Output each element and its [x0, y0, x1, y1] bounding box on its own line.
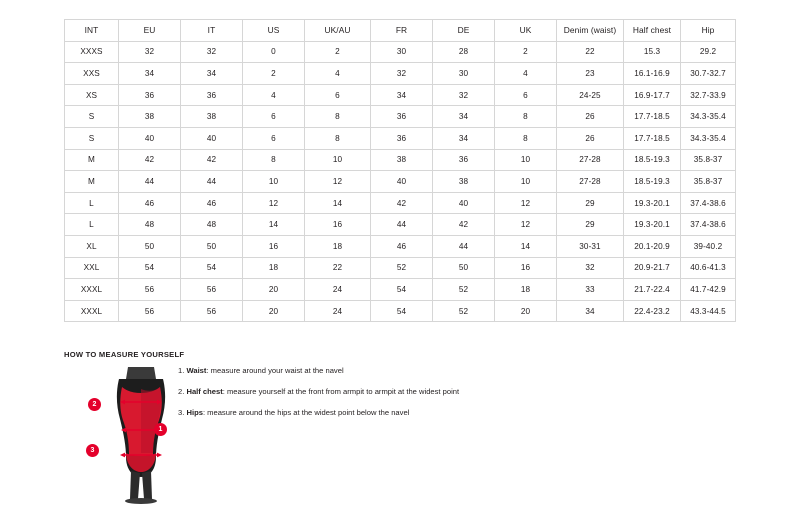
cell-uk: 16 [495, 257, 557, 279]
cell-us: 12 [243, 192, 305, 214]
cell-uk-au: 16 [305, 214, 371, 236]
cell-half-chest: 16.9-17.7 [624, 84, 681, 106]
cell-hip: 34.3-35.4 [681, 127, 736, 149]
cell-de: 36 [433, 149, 495, 171]
size-chart-container [64, 19, 735, 322]
cell-de: 42 [433, 214, 495, 236]
instruction-text: : measure around the hips at the widest point below the navel [202, 408, 410, 418]
cell-de: 52 [433, 279, 495, 301]
column-header-uk-au: UK/AU [305, 20, 371, 42]
cell-uk: 4 [495, 63, 557, 85]
cell-half-chest: 17.7-18.5 [624, 127, 681, 149]
cell-hip: 40.6-41.3 [681, 257, 736, 279]
column-header-uk: UK [495, 20, 557, 42]
cell-us: 16 [243, 235, 305, 257]
cell-eu: 32 [119, 41, 181, 63]
table-row [65, 171, 736, 193]
cell-eu: 50 [119, 235, 181, 257]
cell-uk-au: 12 [305, 171, 371, 193]
cell-us: 14 [243, 214, 305, 236]
cell-uk: 10 [495, 171, 557, 193]
cell-int: XS [65, 84, 119, 106]
cell-hip: 29.2 [681, 41, 736, 63]
cell-denim-waist: 26 [557, 106, 624, 128]
column-header-fr: FR [371, 20, 433, 42]
cell-half-chest: 18.5-19.3 [624, 171, 681, 193]
instruction-text: : measure around your waist at the navel [206, 366, 344, 375]
cell-half-chest: 21.7-22.4 [624, 279, 681, 301]
cell-int: XXXS [65, 41, 119, 63]
cell-it: 46 [181, 192, 243, 214]
cell-it: 50 [181, 235, 243, 257]
table-row [65, 214, 736, 236]
cell-hip: 32.7-33.9 [681, 84, 736, 106]
column-header-hip: Hip [681, 20, 736, 42]
cell-us: 4 [243, 84, 305, 106]
cell-it: 42 [181, 149, 243, 171]
cell-fr: 44 [371, 214, 433, 236]
instruction-number: 3. [178, 408, 185, 418]
cell-it: 38 [181, 106, 243, 128]
cell-de: 34 [433, 127, 495, 149]
cell-fr: 32 [371, 63, 433, 85]
table-row [65, 127, 736, 149]
cell-denim-waist: 22 [557, 41, 624, 63]
cell-it: 32 [181, 41, 243, 63]
cell-half-chest: 19.3-20.1 [624, 214, 681, 236]
cell-hip: 37.4-38.6 [681, 192, 736, 214]
cell-eu: 40 [119, 127, 181, 149]
column-header-half-chest: Half chest [624, 20, 681, 42]
cell-uk: 20 [495, 300, 557, 322]
marker-waist: 1 [154, 423, 167, 436]
cell-denim-waist: 30-31 [557, 235, 624, 257]
cell-eu: 48 [119, 214, 181, 236]
cell-eu: 36 [119, 84, 181, 106]
cell-us: 8 [243, 149, 305, 171]
cell-us: 20 [243, 279, 305, 301]
cell-uk: 10 [495, 149, 557, 171]
cell-int: XXS [65, 63, 119, 85]
cell-uk-au: 2 [305, 41, 371, 63]
table-row [65, 84, 736, 106]
instruction-text: : measure yourself at the front from armpit to armpit at the widest point [222, 387, 460, 397]
instruction-term: Half chest [186, 387, 223, 397]
cell-fr: 36 [371, 106, 433, 128]
cell-it: 56 [181, 300, 243, 322]
table-row [65, 149, 736, 171]
cell-us: 18 [243, 257, 305, 279]
table-row [65, 41, 736, 63]
cell-fr: 40 [371, 171, 433, 193]
cell-denim-waist: 29 [557, 214, 624, 236]
cell-hip: 35.8-37 [681, 149, 736, 171]
instruction-hips [178, 408, 598, 417]
cell-uk-au: 8 [305, 106, 371, 128]
cell-de: 50 [433, 257, 495, 279]
cell-uk: 6 [495, 84, 557, 106]
cell-uk: 14 [495, 235, 557, 257]
cell-half-chest: 22.4-23.2 [624, 300, 681, 322]
cell-it: 36 [181, 84, 243, 106]
cell-eu: 56 [119, 300, 181, 322]
cell-eu: 46 [119, 192, 181, 214]
cell-eu: 34 [119, 63, 181, 85]
cell-denim-waist: 29 [557, 192, 624, 214]
instruction-term: Hips [186, 408, 203, 418]
cell-fr: 42 [371, 192, 433, 214]
cell-uk-au: 8 [305, 127, 371, 149]
cell-denim-waist: 34 [557, 300, 624, 322]
cell-hip: 43.3-44.5 [681, 300, 736, 322]
cell-fr: 52 [371, 257, 433, 279]
cell-eu: 38 [119, 106, 181, 128]
cell-hip: 39-40.2 [681, 235, 736, 257]
instruction-number: 1. [178, 366, 185, 375]
cell-de: 40 [433, 192, 495, 214]
cell-fr: 34 [371, 84, 433, 106]
cell-int: M [65, 171, 119, 193]
cell-half-chest: 20.1-20.9 [624, 235, 681, 257]
cell-us: 6 [243, 106, 305, 128]
cell-denim-waist: 32 [557, 257, 624, 279]
cell-de: 52 [433, 300, 495, 322]
cell-fr: 46 [371, 235, 433, 257]
table-row [65, 300, 736, 322]
instruction-waist [178, 366, 598, 375]
table-row [65, 279, 736, 301]
table-row [65, 63, 736, 85]
cell-uk: 18 [495, 279, 557, 301]
cell-denim-waist: 23 [557, 63, 624, 85]
cell-half-chest: 20.9-21.7 [624, 257, 681, 279]
cell-de: 32 [433, 84, 495, 106]
cell-half-chest: 17.7-18.5 [624, 106, 681, 128]
cell-us: 2 [243, 63, 305, 85]
cell-int: XXXL [65, 279, 119, 301]
cell-half-chest: 19.3-20.1 [624, 192, 681, 214]
cell-fr: 38 [371, 149, 433, 171]
measurement-instructions [178, 366, 598, 429]
cell-half-chest: 18.5-19.3 [624, 149, 681, 171]
cell-it: 48 [181, 214, 243, 236]
size-chart-table [64, 19, 736, 322]
cell-uk: 12 [495, 192, 557, 214]
cell-int: XL [65, 235, 119, 257]
instruction-half-chest [178, 387, 598, 396]
cell-eu: 44 [119, 171, 181, 193]
how-to-measure-title: HOW TO MEASURE YOURSELF [64, 350, 185, 359]
cell-de: 34 [433, 106, 495, 128]
column-header-denim-waist: Denim (waist) [557, 20, 624, 42]
cell-int: L [65, 192, 119, 214]
cell-int: S [65, 127, 119, 149]
table-header [65, 20, 736, 42]
column-header-de: DE [433, 20, 495, 42]
cell-uk-au: 24 [305, 279, 371, 301]
cell-uk-au: 24 [305, 300, 371, 322]
cell-uk: 8 [495, 106, 557, 128]
cell-us: 6 [243, 127, 305, 149]
cell-denim-waist: 33 [557, 279, 624, 301]
cell-it: 44 [181, 171, 243, 193]
cell-denim-waist: 27-28 [557, 149, 624, 171]
cell-fr: 36 [371, 127, 433, 149]
cell-uk-au: 10 [305, 149, 371, 171]
cell-int: XXXL [65, 300, 119, 322]
cell-uk-au: 6 [305, 84, 371, 106]
cell-uk-au: 14 [305, 192, 371, 214]
table-body [65, 41, 736, 322]
table-row [65, 192, 736, 214]
cell-us: 20 [243, 300, 305, 322]
cell-fr: 30 [371, 41, 433, 63]
cell-hip: 37.4-38.6 [681, 214, 736, 236]
cell-hip: 35.8-37 [681, 171, 736, 193]
cell-int: S [65, 106, 119, 128]
column-header-it: IT [181, 20, 243, 42]
cell-uk: 2 [495, 41, 557, 63]
table-row [65, 106, 736, 128]
cell-half-chest: 15.3 [624, 41, 681, 63]
cell-it: 34 [181, 63, 243, 85]
instruction-term: Waist [186, 366, 207, 375]
cell-eu: 42 [119, 149, 181, 171]
cell-denim-waist: 26 [557, 127, 624, 149]
cell-uk-au: 4 [305, 63, 371, 85]
column-header-us: US [243, 20, 305, 42]
cell-denim-waist: 27-28 [557, 171, 624, 193]
cell-half-chest: 16.1-16.9 [624, 63, 681, 85]
cell-uk: 12 [495, 214, 557, 236]
marker-half-chest: 2 [88, 398, 101, 411]
cell-us: 10 [243, 171, 305, 193]
cell-it: 40 [181, 127, 243, 149]
cell-eu: 54 [119, 257, 181, 279]
table-row [65, 235, 736, 257]
column-header-int: INT [65, 20, 119, 42]
marker-hips: 3 [86, 444, 99, 457]
cell-it: 56 [181, 279, 243, 301]
cell-hip: 34.3-35.4 [681, 106, 736, 128]
cell-de: 44 [433, 235, 495, 257]
cell-int: L [65, 214, 119, 236]
cell-denim-waist: 24-25 [557, 84, 624, 106]
cell-fr: 54 [371, 300, 433, 322]
instruction-number: 2. [178, 387, 185, 397]
cell-hip: 30.7-32.7 [681, 63, 736, 85]
cell-us: 0 [243, 41, 305, 63]
cell-uk-au: 18 [305, 235, 371, 257]
column-header-eu: EU [119, 20, 181, 42]
cell-de: 28 [433, 41, 495, 63]
table-row [65, 257, 736, 279]
cell-eu: 56 [119, 279, 181, 301]
cell-it: 54 [181, 257, 243, 279]
cell-int: M [65, 149, 119, 171]
cell-de: 38 [433, 171, 495, 193]
table-header-row [65, 20, 736, 42]
cell-hip: 41.7-42.9 [681, 279, 736, 301]
cell-uk: 8 [495, 127, 557, 149]
cell-fr: 54 [371, 279, 433, 301]
cell-uk-au: 22 [305, 257, 371, 279]
cell-de: 30 [433, 63, 495, 85]
cell-int: XXL [65, 257, 119, 279]
